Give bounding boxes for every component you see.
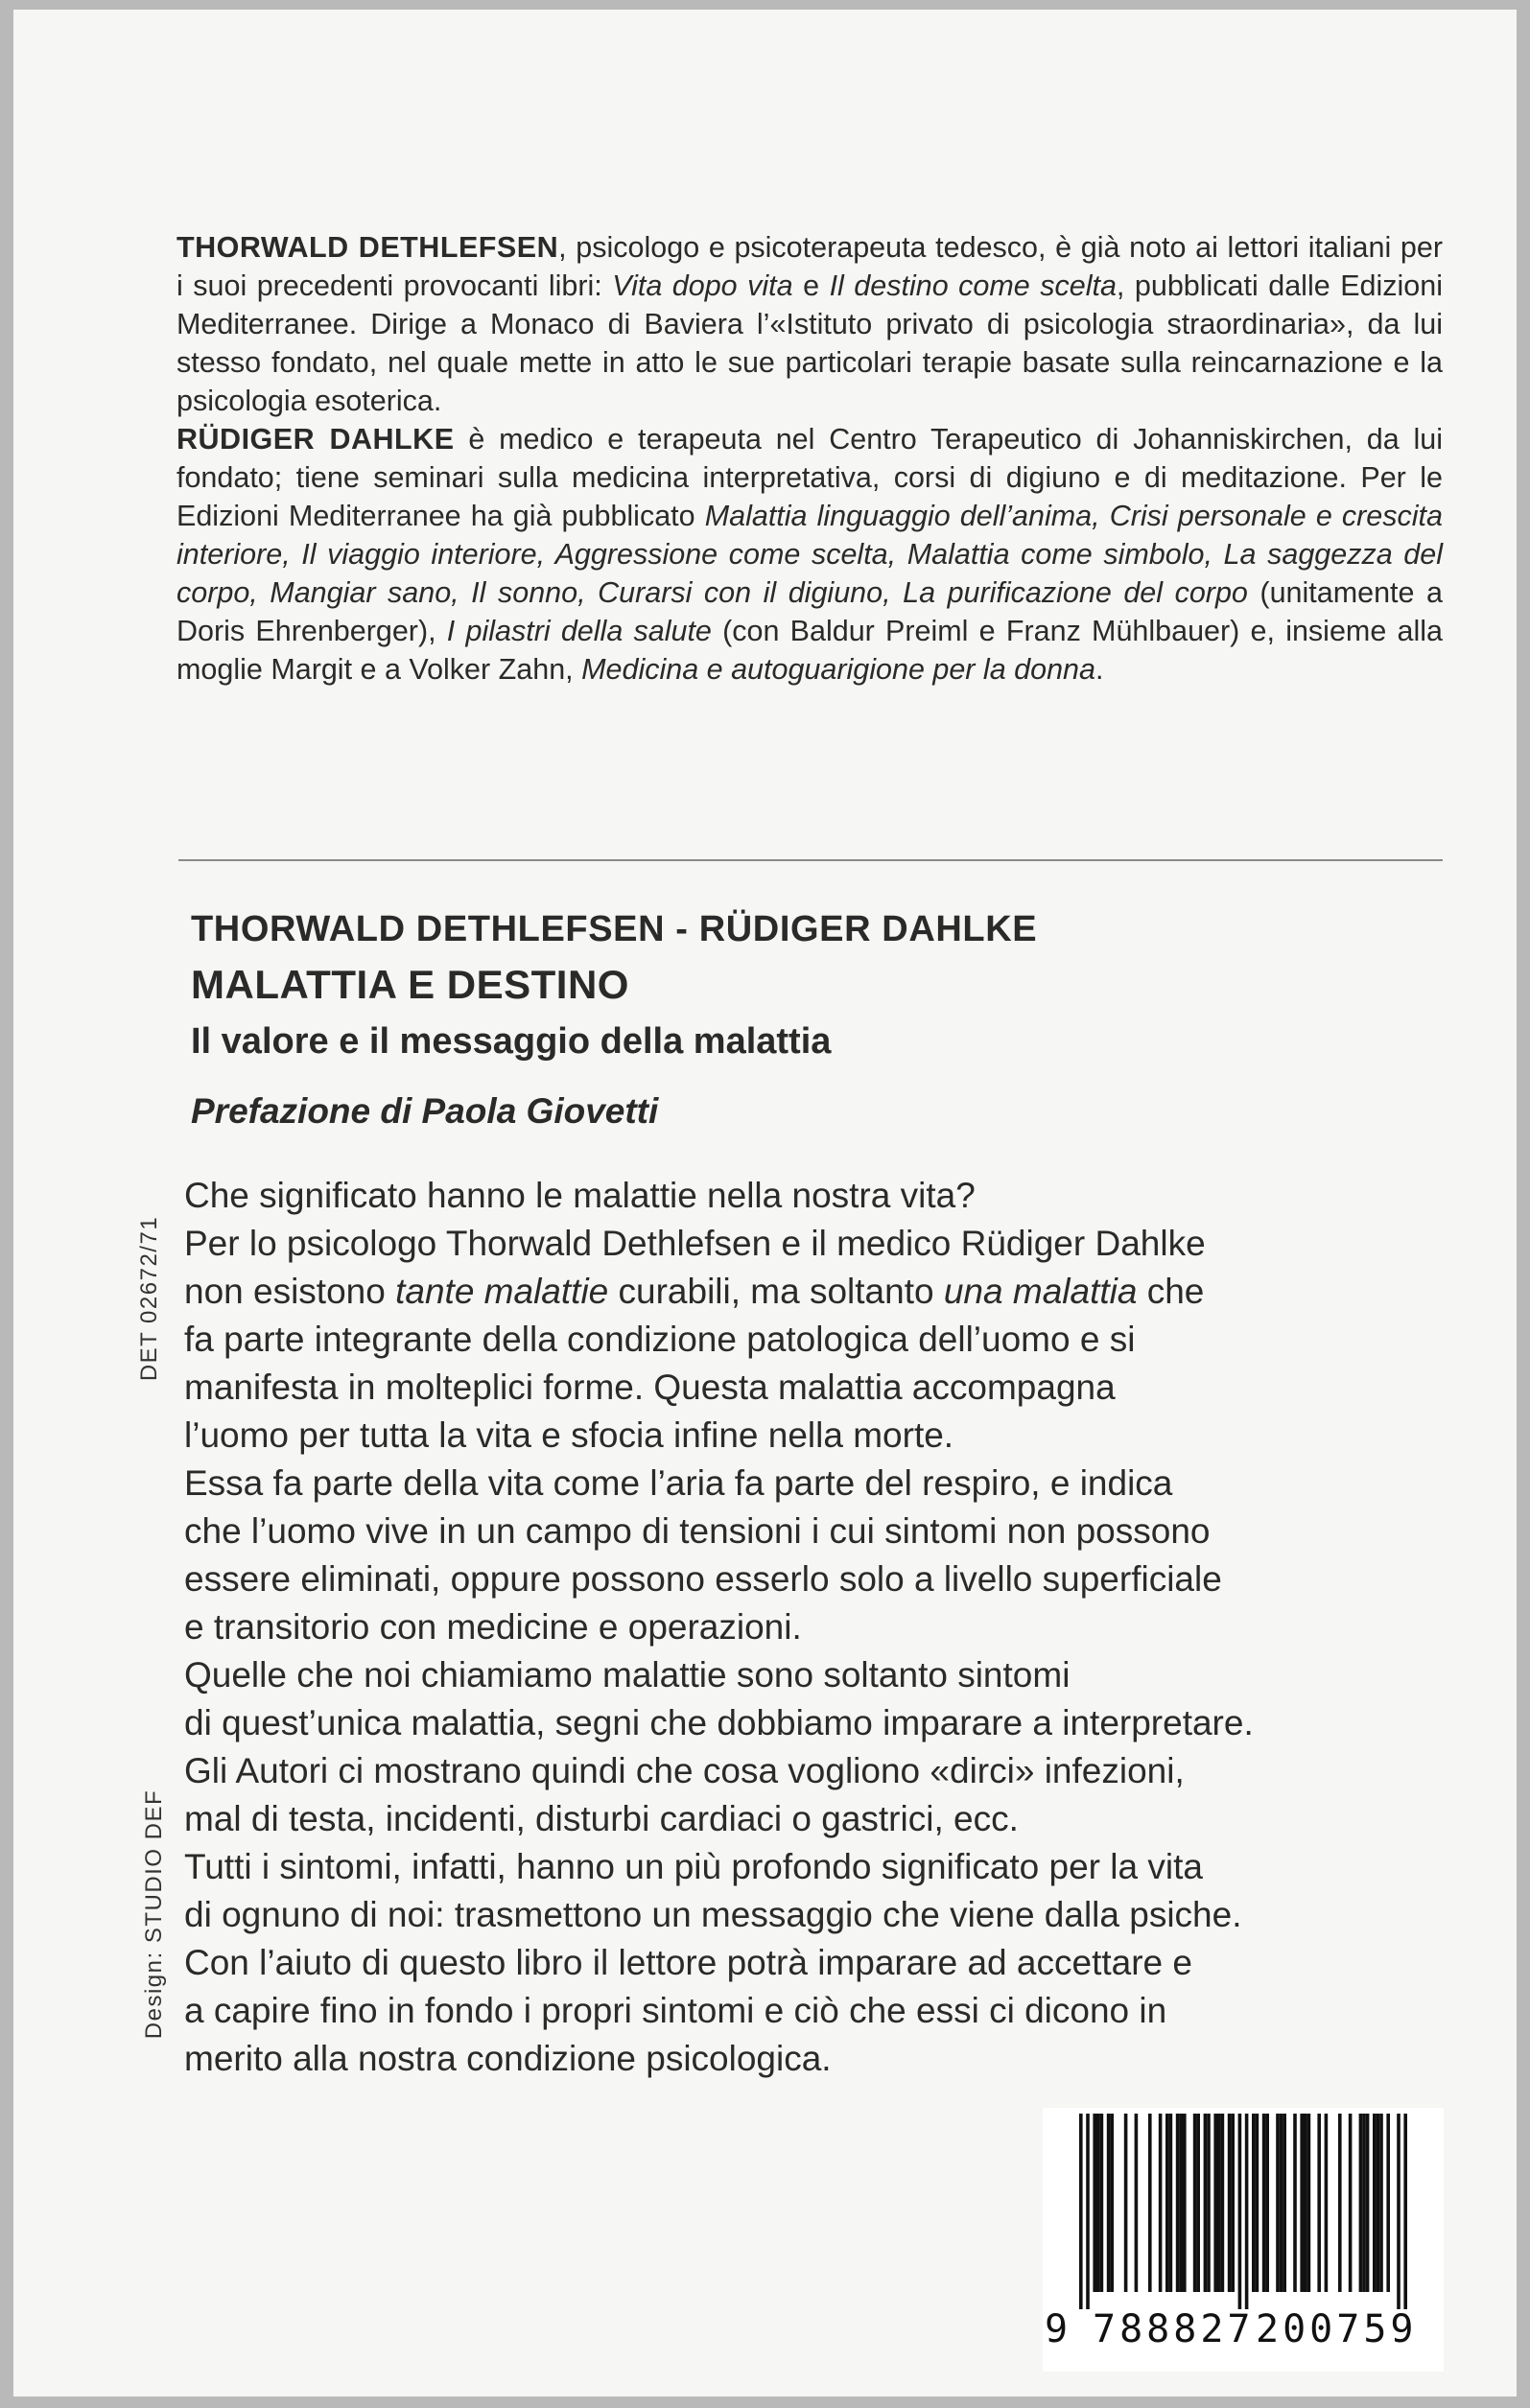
barcode-bar [1213,2114,1217,2292]
barcode-bar [1379,2114,1383,2292]
barcode-bar [1373,2114,1377,2292]
barcode-bar [1397,2114,1401,2309]
barcode-bar [1196,2114,1200,2292]
barcode-bar [1283,2114,1286,2292]
blurb-line: Per lo psicologo Thorwald Dethlefsen e il medico Rüdiger Dahlke [184,1224,1206,1263]
barcode-bar [1217,2114,1221,2292]
barcode-bar [1110,2114,1114,2292]
author-bios [177,228,1443,689]
barcode-bar [1325,2114,1329,2292]
barcode-bar [1262,2114,1266,2292]
blurb-line: Essa fa parte della vita come l’aria fa parte del respiro, e indica [184,1463,1173,1503]
blurb-line: manifesta in molteplici forme. Questa malattia accompagna [184,1368,1116,1407]
barcode-digit-lead: 9 [1045,2307,1072,2351]
bio-dethlefsen-name: THORWALD DETHLEFSEN [177,231,559,264]
barcode-bar [1231,2114,1235,2292]
barcode-bar [1366,2114,1370,2292]
barcode-bar [1256,2114,1259,2292]
barcode-bar [1300,2114,1304,2292]
barcode-bar [1159,2114,1163,2292]
barcode-bar [1362,2114,1366,2292]
blurb-line: che l’uomo vive in un campo di tensioni i cui sintomi non possono [184,1511,1211,1551]
book-subtitle: Il valore e il messaggio della malattia [191,1021,832,1062]
barcode-bar [1386,2114,1390,2292]
blurb-line: mal di testa, incidenti, disturbi cardiaci o gastrici, ecc. [184,1799,1019,1838]
barcode-bar [1238,2114,1242,2309]
barcode-bar [1307,2114,1311,2292]
barcode-bar [1096,2114,1100,2292]
blurb-line: non esistono tante malattie curabili, ma soltanto una malattia che [184,1272,1205,1311]
barcode-bar [1100,2114,1104,2292]
barcode-bar [1165,2114,1169,2292]
blurb-line: Gli Autori ci mostrano quindi che cosa vogliono «dirci» infezioni, [184,1751,1185,1790]
barcode-bar [1245,2114,1249,2309]
barcode-bar [1093,2114,1096,2292]
book-preface: Prefazione di Paola Giovetti [191,1091,659,1131]
barcode-bar [1280,2114,1283,2292]
barcode-bar [1204,2114,1208,2292]
barcode-bar [1207,2114,1211,2292]
barcode-bar [1377,2114,1380,2292]
barcode-bar [1079,2114,1083,2309]
barcode-bars [1043,2108,1444,2309]
barcode-bar [1148,2114,1152,2292]
barcode-bar [1403,2114,1407,2309]
barcode-bar [1221,2114,1225,2292]
design-credit: Design: STUDIO DEF [141,1788,167,2040]
barcode-bar [1349,2114,1353,2292]
barcode-bar [1317,2114,1321,2292]
bio-dahlke-name: RÜDIGER DAHLKE [177,423,455,456]
barcode-bar [1179,2114,1183,2292]
barcode-bar [1293,2114,1297,2292]
blurb-line: merito alla nostra condizione psicologica. [184,2039,832,2078]
blurb-line: di ognuno di noi: trasmettono un messaggio che viene dalla psiche. [184,1895,1242,1934]
blurb-line: essere eliminati, oppure possono esserlo solo a livello superficiale [184,1559,1222,1599]
barcode-bar [1193,2114,1197,2292]
barcode-bar [1124,2114,1128,2292]
barcode-bar [1338,2114,1342,2292]
blurb-line: Che significato hanno le malattie nella nostra vita? [184,1176,976,1215]
bio-dahlke: RÜDIGER DAHLKE è medico e terapeuta nel Centro Terapeutico di Johanniskirchen, da lui fondato; tiene seminari sulla medicina interpretativa, corsi di digiuno e di meditazione. Per le Edizioni Mediterranee ha già pubblicato Malattia linguaggio dell’anima, Crisi personale e crescita interiore, Il viaggio interiore, Aggressione come scelta, Malattia come simbolo, La saggezza del corpo, Mangiar sano, Il sonno, Curarsi con il digiuno, La purificazione del corpo (unitamente a Doris Ehrenberger), I pilastri della salute (con Baldur Preiml e Franz Mühlbauer) e, insieme alla moglie Margit e a Volker Zahn, Medicina e autoguarigione per la donna. [177,423,1444,686]
book-authors: THORWALD DETHLEFSEN - RÜDIGER DAHLKE [191,909,1038,949]
barcode-bar [1135,2114,1139,2292]
barcode-bar [1183,2114,1187,2292]
blurb-line: a capire fino in fondo i propri sintomi e ciò che essi ci dicono in [184,1991,1167,2030]
catalog-code: DET 02672/71 [136,1215,162,1382]
barcode-bar [1265,2114,1269,2292]
barcode-bar [1228,2114,1232,2292]
barcode-bar [1107,2114,1111,2292]
barcode [1043,2108,1444,2372]
blurb-line: l’uomo per tutta la vita e sfocia infine nella morte. [184,1415,954,1455]
section-divider [178,859,1443,861]
barcode-bar [1276,2114,1280,2292]
blurb-line: fa parte integrante della condizione patologica dell’uomo e si [184,1320,1136,1359]
barcode-bar [1359,2114,1363,2292]
book-title: MALATTIA E DESTINO [191,962,629,1007]
book-blurb [184,1172,1450,2083]
blurb-line: Con l’aiuto di questo libro il lettore potrà imparare ad accettare e [184,1943,1192,1982]
back-cover [13,10,1517,2396]
barcode-digits-right: 200759 [1256,2307,1418,2351]
blurb-line: Tutti i sintomi, infatti, hanno un più profondo significato per la vita [184,1847,1203,1886]
blurb-line: e transitorio con medicine e operazioni. [184,1607,802,1647]
blurb-line: di quest’unica malattia, segni che dobbiamo imparare a interpretare. [184,1703,1254,1742]
barcode-bar [1176,2114,1180,2292]
barcode-bar [1169,2114,1173,2292]
blurb-line: Quelle che noi chiamiamo malattie sono soltanto sintomi [184,1655,1071,1695]
bio-dethlefsen: THORWALD DETHLEFSEN, psicologo e psicoterapeuta tedesco, è già noto ai lettori italiani per i suoi precedenti provocanti libri: Vita dopo vita e Il destino come scelta, pubblicati dalle Edizioni Mediterranee. Dirige a Monaco di Baviera l’«Istituto privato di psicologia straordinaria», da lui stesso fondato, nel quale mette in atto le sue particolari terapie basate sulla reincarnazione e la psicologia esoterica. [177,231,1443,417]
barcode-bar [1086,2114,1090,2309]
barcode-bar [1304,2114,1307,2292]
barcode-bar [1252,2114,1256,2292]
barcode-digits-left: 788827 [1093,2307,1255,2351]
